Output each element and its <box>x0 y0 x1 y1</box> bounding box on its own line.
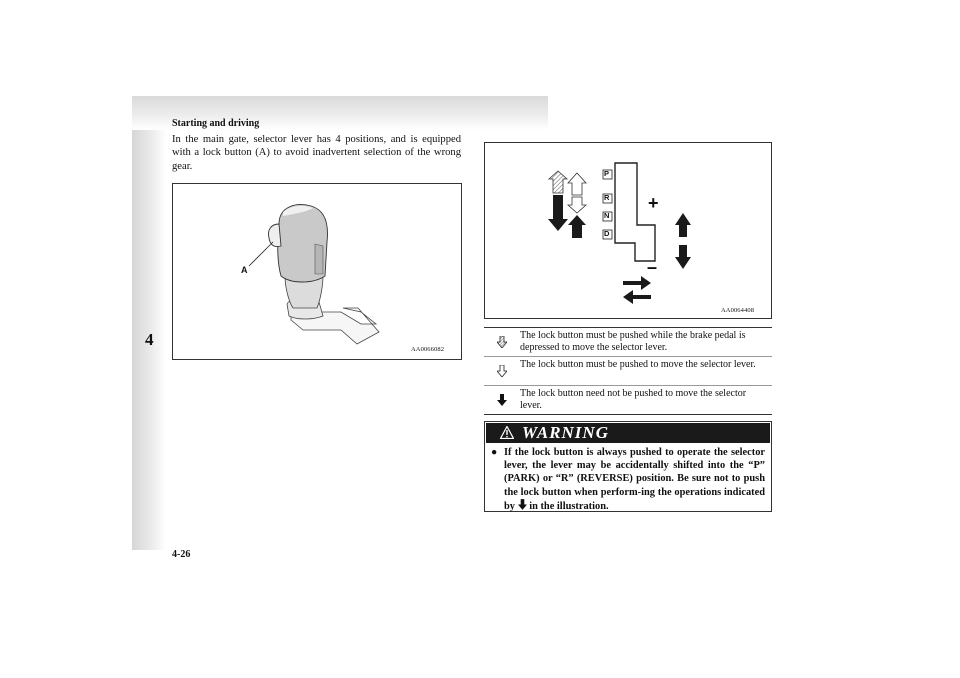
warning-text <box>504 446 765 513</box>
figure-code-left: AA0066082 <box>411 346 445 353</box>
position-d: D <box>604 229 610 238</box>
warning-text-after: in the illustration. <box>529 500 609 512</box>
position-p: P <box>604 169 610 178</box>
legend-row <box>484 357 772 386</box>
legend-text: The lock button must be pushed while the brake pedal is depressed to move the selector lever. <box>520 330 746 353</box>
gate-diagram-figure <box>484 142 772 319</box>
position-n: N <box>604 211 610 220</box>
plus-sign: + <box>648 193 659 213</box>
legend-row <box>484 386 772 414</box>
minus-sign: – <box>647 257 658 277</box>
hatched-up-arrow <box>549 171 567 193</box>
warning-triangle-icon <box>500 426 514 439</box>
warning-title: WARNING <box>522 423 609 442</box>
intro-paragraph: In the main gate, selector lever has 4 positions, and is equipped with a lock button (A) to avoid inadvertent selection of the wrong gear. <box>172 134 461 172</box>
page-number: 4-26 <box>172 549 191 560</box>
legend-text: The lock button must be pushed to move the selector lever. <box>520 359 756 370</box>
section-title: Starting and driving <box>172 118 260 129</box>
label-a: A <box>241 265 248 275</box>
selector-lever-illustration <box>173 184 461 359</box>
warning-item <box>485 444 771 513</box>
warning-header <box>485 422 771 444</box>
hatched-down-arrow-icon <box>484 328 520 356</box>
arrow-legend-table <box>484 327 772 415</box>
selector-lever-figure <box>172 183 462 360</box>
legend-text: The lock button need not be pushed to move the selector lever. <box>520 388 747 411</box>
warning-box <box>484 421 772 512</box>
chapter-number: 4 <box>145 330 154 349</box>
solid-down-arrow-icon <box>484 386 520 414</box>
bullet-icon: ● <box>491 447 498 458</box>
figure-code-right: AA0064408 <box>721 307 755 314</box>
outline-arrow-icon <box>484 357 520 385</box>
gate-diagram <box>485 143 771 318</box>
solid-down-arrow-icon <box>518 499 527 510</box>
legend-row <box>484 328 772 357</box>
warning-text-before: If the lock button is always pushed to operate the selector lever, the lever may be accidentally shifted into the “P” (PARK) or “R” (REVERSE) position. Be sure not to push the lock button when perform-ing the operations indicated by <box>504 447 765 512</box>
position-r: R <box>604 193 610 202</box>
